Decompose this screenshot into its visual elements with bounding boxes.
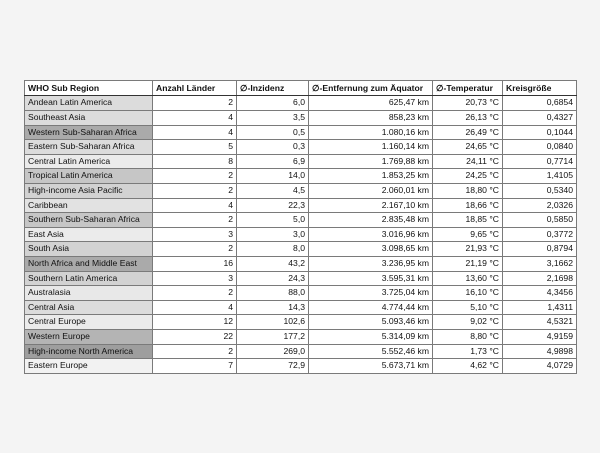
cell-temperatur: 24,65 °C: [433, 140, 503, 155]
table-row: [25, 213, 577, 228]
cell-temperatur: 18,80 °C: [433, 183, 503, 198]
cell-temperatur: 1,73 °C: [433, 344, 503, 359]
cell-inzidenz: 0,5: [237, 125, 309, 140]
table-row: [25, 286, 577, 301]
cell-inzidenz: 269,0: [237, 344, 309, 359]
header-inzidenz: ∅-Inzidenz: [237, 81, 309, 96]
cell-region: Southern Latin America: [25, 271, 153, 286]
cell-temperatur: 8,80 °C: [433, 329, 503, 344]
cell-anzahl-laender: 7: [153, 359, 237, 374]
cell-region: Western Sub-Saharan Africa: [25, 125, 153, 140]
cell-inzidenz: 22,3: [237, 198, 309, 213]
cell-anzahl-laender: 2: [153, 169, 237, 184]
cell-inzidenz: 102,6: [237, 315, 309, 330]
cell-anzahl-laender: 3: [153, 271, 237, 286]
cell-anzahl-laender: 16: [153, 256, 237, 271]
cell-entfernung: 3.725,04 km: [309, 286, 433, 301]
cell-inzidenz: 6,0: [237, 96, 309, 111]
cell-temperatur: 9,02 °C: [433, 315, 503, 330]
table-row: [25, 359, 577, 374]
cell-entfernung: 3.098,65 km: [309, 242, 433, 257]
table-row: [25, 154, 577, 169]
cell-kreisgroesse: 4,3456: [503, 286, 577, 301]
cell-kreisgroesse: 0,1044: [503, 125, 577, 140]
cell-region: Australasia: [25, 286, 153, 301]
table-row: [25, 183, 577, 198]
cell-temperatur: 9,65 °C: [433, 227, 503, 242]
table-header: [25, 81, 577, 96]
cell-temperatur: 21,19 °C: [433, 256, 503, 271]
cell-entfernung: 1.080,16 km: [309, 125, 433, 140]
table-body: [25, 96, 577, 373]
cell-entfernung: 5.552,46 km: [309, 344, 433, 359]
cell-entfernung: 3.236,95 km: [309, 256, 433, 271]
cell-region: North Africa and Middle East: [25, 256, 153, 271]
table-row: [25, 300, 577, 315]
cell-kreisgroesse: 0,8794: [503, 242, 577, 257]
who-sub-region-table: [24, 80, 577, 374]
header-kreisgroesse: Kreisgröße: [503, 81, 577, 96]
cell-inzidenz: 43,2: [237, 256, 309, 271]
cell-anzahl-laender: 4: [153, 300, 237, 315]
cell-inzidenz: 177,2: [237, 329, 309, 344]
cell-region: High-income Asia Pacific: [25, 183, 153, 198]
cell-kreisgroesse: 0,6854: [503, 96, 577, 111]
cell-inzidenz: 88,0: [237, 286, 309, 301]
table-row: [25, 140, 577, 155]
cell-region: Central Europe: [25, 315, 153, 330]
cell-kreisgroesse: 4,5321: [503, 315, 577, 330]
cell-anzahl-laender: 2: [153, 213, 237, 228]
cell-temperatur: 4,62 °C: [433, 359, 503, 374]
cell-region: Tropical Latin America: [25, 169, 153, 184]
cell-region: Central Asia: [25, 300, 153, 315]
cell-region: Eastern Europe: [25, 359, 153, 374]
table-row: [25, 169, 577, 184]
cell-entfernung: 2.835,48 km: [309, 213, 433, 228]
cell-entfernung: 5.673,71 km: [309, 359, 433, 374]
cell-inzidenz: 8,0: [237, 242, 309, 257]
cell-kreisgroesse: 0,4327: [503, 111, 577, 126]
cell-temperatur: 21,93 °C: [433, 242, 503, 257]
cell-inzidenz: 6,9: [237, 154, 309, 169]
cell-entfernung: 3.595,31 km: [309, 271, 433, 286]
table-row: [25, 315, 577, 330]
header-anzahl-laender: Anzahl Länder: [153, 81, 237, 96]
table-row: [25, 344, 577, 359]
cell-temperatur: 24,11 °C: [433, 154, 503, 169]
cell-region: Caribbean: [25, 198, 153, 213]
cell-kreisgroesse: 1,4105: [503, 169, 577, 184]
cell-kreisgroesse: 0,5850: [503, 213, 577, 228]
cell-entfernung: 2.167,10 km: [309, 198, 433, 213]
cell-region: Eastern Sub-Saharan Africa: [25, 140, 153, 155]
table-row: [25, 111, 577, 126]
cell-region: Andean Latin America: [25, 96, 153, 111]
cell-region: Southern Sub-Saharan Africa: [25, 213, 153, 228]
cell-anzahl-laender: 2: [153, 96, 237, 111]
cell-anzahl-laender: 12: [153, 315, 237, 330]
cell-anzahl-laender: 2: [153, 242, 237, 257]
cell-inzidenz: 24,3: [237, 271, 309, 286]
table-row: [25, 271, 577, 286]
cell-kreisgroesse: 0,3772: [503, 227, 577, 242]
cell-region: East Asia: [25, 227, 153, 242]
cell-kreisgroesse: 4,9159: [503, 329, 577, 344]
cell-anzahl-laender: 8: [153, 154, 237, 169]
cell-entfernung: 5.314,09 km: [309, 329, 433, 344]
cell-entfernung: 3.016,96 km: [309, 227, 433, 242]
cell-inzidenz: 72,9: [237, 359, 309, 374]
cell-anzahl-laender: 4: [153, 125, 237, 140]
cell-temperatur: 20,73 °C: [433, 96, 503, 111]
cell-kreisgroesse: 1,4311: [503, 300, 577, 315]
cell-kreisgroesse: 0,0840: [503, 140, 577, 155]
table-row: [25, 96, 577, 111]
cell-temperatur: 5,10 °C: [433, 300, 503, 315]
cell-entfernung: 1.160,14 km: [309, 140, 433, 155]
cell-inzidenz: 3,5: [237, 111, 309, 126]
cell-inzidenz: 14,3: [237, 300, 309, 315]
cell-anzahl-laender: 2: [153, 344, 237, 359]
cell-kreisgroesse: 3,1662: [503, 256, 577, 271]
cell-kreisgroesse: 2,0326: [503, 198, 577, 213]
cell-kreisgroesse: 4,9898: [503, 344, 577, 359]
cell-anzahl-laender: 3: [153, 227, 237, 242]
cell-temperatur: 26,13 °C: [433, 111, 503, 126]
cell-region: High-income North America: [25, 344, 153, 359]
cell-temperatur: 24,25 °C: [433, 169, 503, 184]
cell-region: Southeast Asia: [25, 111, 153, 126]
cell-anzahl-laender: 4: [153, 198, 237, 213]
table-row: [25, 256, 577, 271]
header-who-sub-region: WHO Sub Region: [25, 81, 153, 96]
cell-temperatur: 13,60 °C: [433, 271, 503, 286]
cell-entfernung: 1.853,25 km: [309, 169, 433, 184]
cell-anzahl-laender: 22: [153, 329, 237, 344]
table-row: [25, 227, 577, 242]
cell-temperatur: 18,66 °C: [433, 198, 503, 213]
cell-region: South Asia: [25, 242, 153, 257]
cell-entfernung: 1.769,88 km: [309, 154, 433, 169]
cell-inzidenz: 14,0: [237, 169, 309, 184]
cell-temperatur: 26,49 °C: [433, 125, 503, 140]
cell-kreisgroesse: 0,7714: [503, 154, 577, 169]
table-row: [25, 329, 577, 344]
cell-kreisgroesse: 4,0729: [503, 359, 577, 374]
cell-entfernung: 4.774,44 km: [309, 300, 433, 315]
table-row: [25, 242, 577, 257]
cell-anzahl-laender: 4: [153, 111, 237, 126]
cell-anzahl-laender: 2: [153, 183, 237, 198]
cell-entfernung: 858,23 km: [309, 111, 433, 126]
table-row: [25, 198, 577, 213]
cell-entfernung: 625,47 km: [309, 96, 433, 111]
cell-anzahl-laender: 2: [153, 286, 237, 301]
cell-temperatur: 18,85 °C: [433, 213, 503, 228]
cell-region: Central Latin America: [25, 154, 153, 169]
cell-anzahl-laender: 5: [153, 140, 237, 155]
cell-kreisgroesse: 0,5340: [503, 183, 577, 198]
cell-inzidenz: 4,5: [237, 183, 309, 198]
cell-entfernung: 5.093,46 km: [309, 315, 433, 330]
cell-region: Western Europe: [25, 329, 153, 344]
cell-inzidenz: 3,0: [237, 227, 309, 242]
table-row: [25, 125, 577, 140]
header-temperatur: ∅-Temperatur: [433, 81, 503, 96]
cell-inzidenz: 5,0: [237, 213, 309, 228]
cell-temperatur: 16,10 °C: [433, 286, 503, 301]
header-entfernung-aequator: ∅-Entfernung zum Äquator: [309, 81, 433, 96]
cell-inzidenz: 0,3: [237, 140, 309, 155]
cell-entfernung: 2.060,01 km: [309, 183, 433, 198]
cell-kreisgroesse: 2,1698: [503, 271, 577, 286]
header-row: [25, 81, 577, 96]
